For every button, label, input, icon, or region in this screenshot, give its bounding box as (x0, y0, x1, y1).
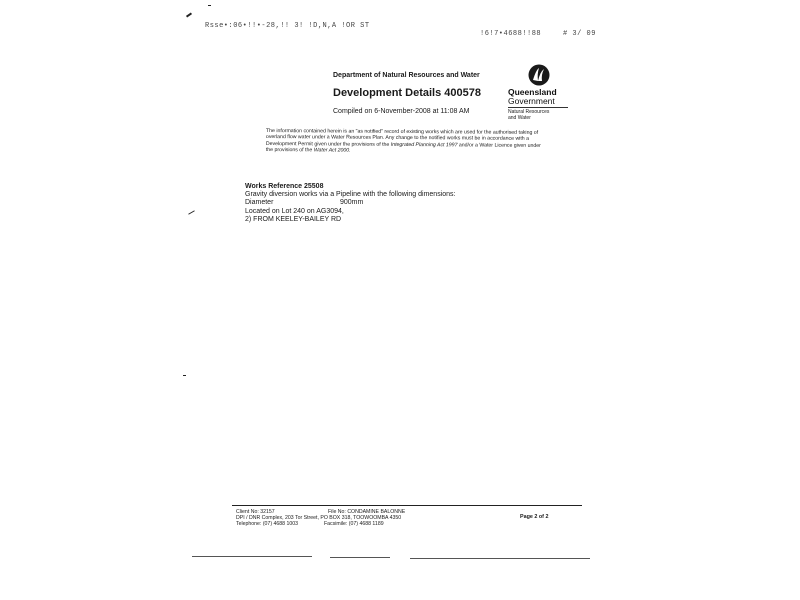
scan-mark (186, 12, 192, 17)
scan-mark (183, 375, 186, 376)
scan-edge-line (330, 557, 390, 558)
fax-header (205, 22, 605, 38)
notice-act-2: Water Act 2000. (313, 147, 351, 154)
logo-government: Government (508, 97, 568, 108)
fax-header-number: !6!7•4688!!88 (480, 30, 542, 38)
dimension-label: Diameter (245, 199, 274, 207)
fax-header-sender: Rsse•:06•!!•-28,!! 3! !D,N,A !OR ST (205, 22, 370, 30)
works-location: Located on Lot 240 on AG3094, (245, 207, 344, 215)
scan-edge-line (410, 558, 590, 559)
scan-edge-line (192, 556, 312, 557)
page-number: Page 2 of 2 (520, 514, 549, 520)
dimension-row (245, 199, 455, 207)
works-road: 2) FROM KEELEY-BAILEY RD (245, 215, 342, 223)
notice-act-1: Integrated Planning Act 1997 (390, 141, 458, 149)
legal-notice (266, 128, 548, 156)
notice-text-1: The information contained herein is an "as notified" record of existing works which are used for the authorised taking of overland flow water under a Water Resources Plan. Any change to the notified works must be in accordance with a Development Permit given under the provisions of the (265, 128, 539, 148)
works-description: Gravity diversion works via a Pipeline with the following dimensions: (245, 191, 456, 199)
scan-mark (188, 210, 195, 214)
compiled-date: Compiled on 6-November-2008 at 11:08 AM (333, 108, 470, 115)
works-details (245, 183, 455, 224)
department-name: Department of Natural Resources and Water (333, 72, 480, 79)
dimension-value: 900mm (340, 199, 364, 207)
queensland-government-logo (508, 64, 568, 121)
logo-subtitle-line1: Natural Resources (508, 109, 550, 115)
logo-subtitle-line2: and Water (508, 115, 531, 121)
footer-divider (232, 505, 582, 506)
logo-name: Queensland (508, 87, 557, 97)
fax-header-page: # 3/ 09 (563, 30, 596, 38)
client-number: Client No: 32157 (236, 509, 275, 515)
telephone: Telephone: (07) 4688 1003 (236, 521, 299, 528)
notice-text-2: and/or a Water Licence given under the provisions of the (265, 142, 541, 154)
scan-mark (208, 5, 211, 6)
page-title: Development Details 400578 (333, 87, 481, 99)
footer (236, 509, 576, 528)
crest-icon (528, 64, 550, 86)
facsimile: Facsimile: (07) 4688 1189 (324, 521, 384, 528)
file-number: File No: CONDAMINE BALONNE (328, 509, 406, 515)
office-address: DPI / DNR Complex, 203 Tor Street, PO BOX 318, TOOWOOMBA 4350 (236, 515, 402, 522)
works-reference: Works Reference 25508 (245, 183, 324, 190)
